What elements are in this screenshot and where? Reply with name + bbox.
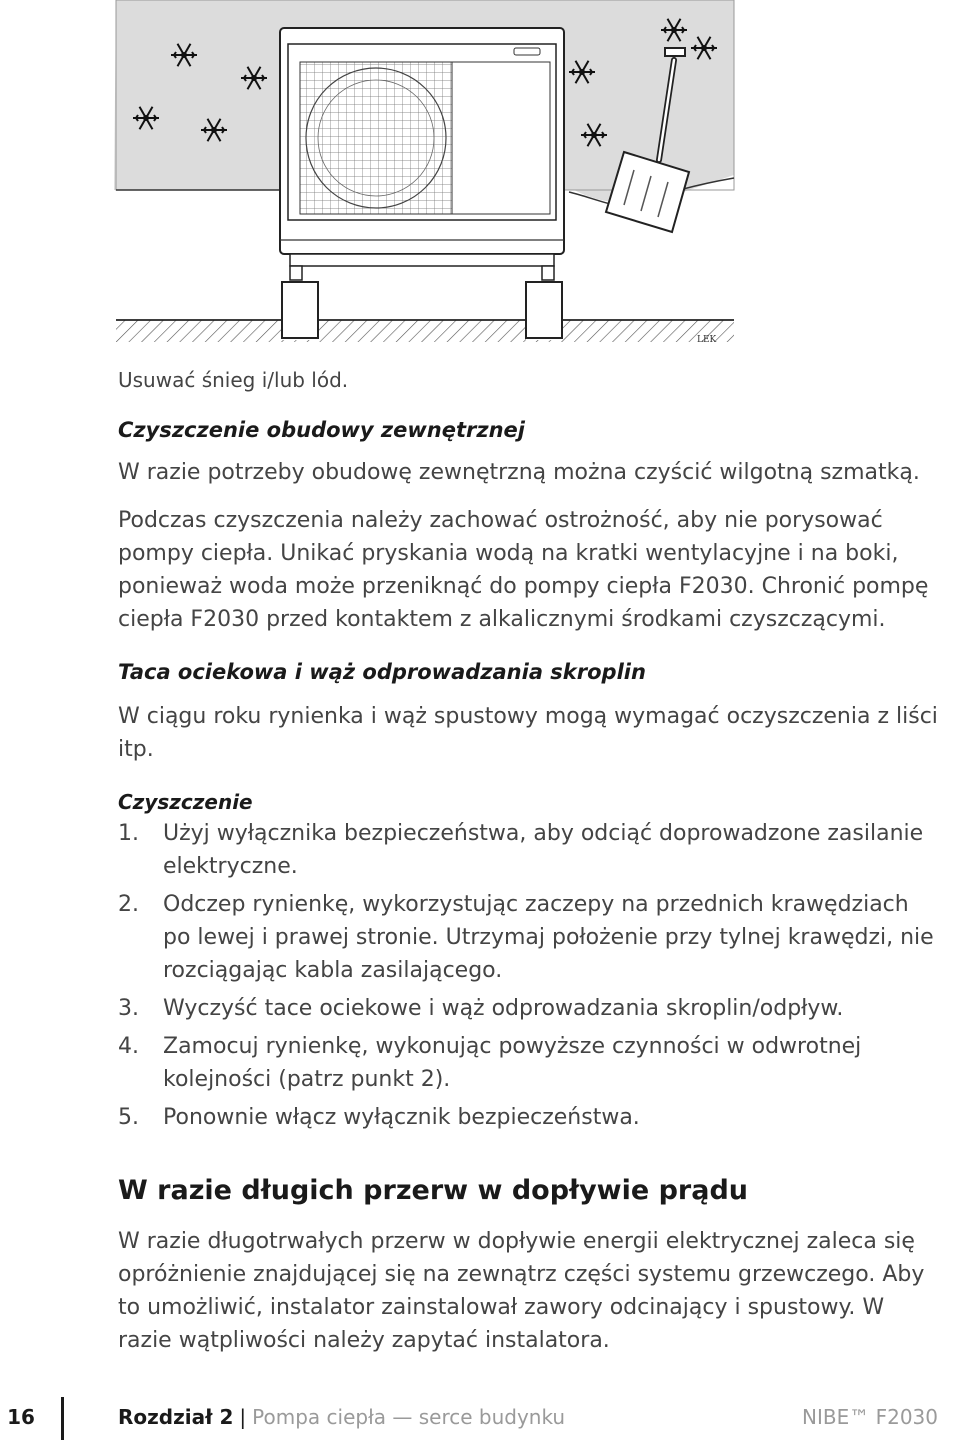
footer-chapter xyxy=(118,1405,565,1429)
step-text: Odczep rynienkę, wykorzystując zaczepy na przednich krawędziach po lewej i prawej stronie. Utrzymaj położenie przy tylnej krawędzi, nie rozciągając kabla zasilającego. xyxy=(163,892,934,983)
chapter-label: Rozdział 2 xyxy=(118,1405,234,1429)
illustration-stamp: LEK xyxy=(697,335,717,345)
chapter-separator: | xyxy=(239,1405,247,1429)
heat-pump-snow-illustration xyxy=(114,0,744,352)
step-text: Zamocuj rynienkę, wykonując powyższe czynności w odwrotnej kolejności (patrz punkt 2). xyxy=(163,1034,862,1092)
step-item xyxy=(118,817,940,883)
section-heading-exterior-cleaning: Czyszczenie obudowy zewnętrznej xyxy=(118,418,525,442)
illustration-caption: Usuwać śnieg i/lub lód. xyxy=(118,368,349,392)
step-number: 4. xyxy=(118,1034,139,1059)
chapter-title: Pompa ciepła — serce budynku xyxy=(252,1405,566,1429)
step-number: 2. xyxy=(118,892,139,917)
section-heading-power-outage: W razie długich przerw w dopływie prądu xyxy=(118,1175,748,1206)
paragraph-cleaning-caution: Podczas czyszczenia należy zachować ostrożność, aby nie porysować pompy ciepła. Unikać pryskania wodą na kratki wentylacyjne i na boki, ponieważ woda może przeniknąć do pompy ciepła F2030. Chronić pompę ciepła F2030 przed kontaktem z alkalicznymi środkami czyszczącymi. xyxy=(118,508,929,632)
step-item xyxy=(118,1030,940,1096)
step-item xyxy=(118,1101,940,1134)
step-number: 5. xyxy=(118,1105,139,1130)
footer-divider xyxy=(61,1397,64,1440)
step-number: 1. xyxy=(118,821,139,846)
page-number: 16 xyxy=(7,1405,35,1429)
paragraph-wipe-casing: W razie potrzeby obudowę zewnętrzną można czyścić wilgotną szmatką. xyxy=(118,460,920,485)
product-name: NIBE™ F2030 xyxy=(802,1405,938,1429)
step-text: Wyczyść tace ociekowe i wąż odprowadzania skroplin/odpływ. xyxy=(163,996,844,1021)
cleaning-steps-list xyxy=(118,817,940,1139)
step-text: Ponownie włącz wyłącznik bezpieczeństwa. xyxy=(163,1105,640,1130)
section-heading-drip-tray: Taca ociekowa i wąż odprowadzania skroplin xyxy=(118,660,646,684)
page-footer xyxy=(0,1397,960,1440)
step-item xyxy=(118,992,940,1025)
subheading-cleaning: Czyszczenie xyxy=(118,790,253,814)
paragraph-power-outage: W razie długotrwałych przerw w dopływie energii elektrycznej zaleca się opróżnienie znajdującej się na zewnątrz części systemu grzewczego. Aby to umożliwić, instalator zainstalował zawory odcinający i spustowy. W razie wątpliwości należy zapytać instalatora. xyxy=(118,1229,925,1353)
paragraph-drip-tray-info: W ciągu roku rynienka i wąż spustowy mogą wymagać oczyszczenia z liści itp. xyxy=(118,704,938,762)
step-number: 3. xyxy=(118,996,139,1021)
step-text: Użyj wyłącznika bezpieczeństwa, aby odciąć doprowadzone zasilanie elektryczne. xyxy=(163,821,924,879)
step-item xyxy=(118,888,940,987)
